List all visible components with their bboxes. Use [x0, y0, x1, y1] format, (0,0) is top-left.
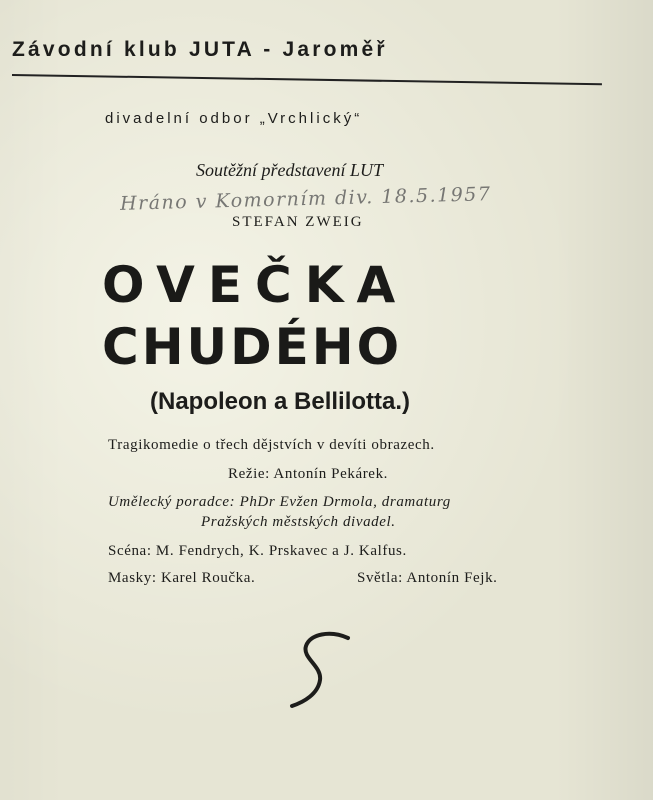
- header-rule: [12, 74, 602, 85]
- advisor-credit-line-1: Umělecký poradce: PhDr Evžen Drmola, dramaturg: [108, 494, 451, 510]
- genre-line: Tragikomedie o třech dějstvích v devíti obrazech.: [108, 437, 435, 453]
- s-logo-icon: [270, 628, 360, 718]
- handwritten-note: Hráno v Komorním div. 18.5.1957: [119, 183, 492, 215]
- title-line-1: OVEČKA: [102, 256, 409, 314]
- lighting-credit: Světla: Antonín Fejk.: [357, 570, 498, 586]
- club-name: Závodní klub JUTA - Jaroměř: [12, 38, 388, 61]
- set-design-credit: Scéna: M. Fendrych, K. Prskavec a J. Kalfus.: [108, 543, 407, 559]
- department-name: divadelní odbor „Vrchlický“: [105, 110, 363, 127]
- direction-credit: Režie: Antonín Pekárek.: [228, 466, 389, 482]
- title-line-2: CHUDÉHO: [102, 318, 403, 376]
- advisor-credit-line-2: Pražských městských divadel.: [201, 514, 396, 530]
- makeup-credit: Masky: Karel Roučka.: [108, 570, 256, 586]
- author-name: STEFAN ZWEIG: [232, 214, 364, 230]
- subtitle: (Napoleon a Bellilotta.): [150, 388, 411, 415]
- competition-label: Soutěžní představení LUT: [196, 160, 383, 180]
